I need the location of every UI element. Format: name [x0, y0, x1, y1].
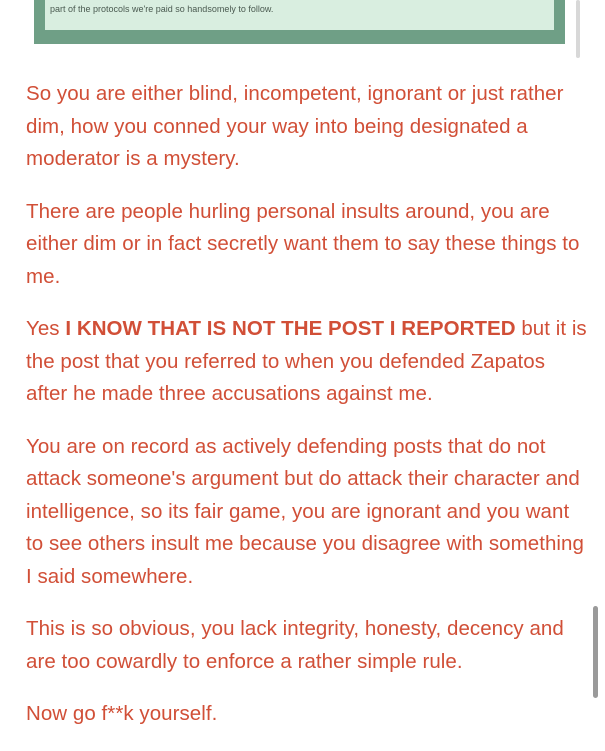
paragraph-3-prefix: Yes: [26, 317, 66, 340]
post-paragraph-5: This is so obvious, you lack integrity, honesty, decency and are too cowardly to enforce a rather simple rule.: [26, 617, 564, 673]
post-paragraph-4: You are on record as actively defending posts that do not attack someone's argument but do attack their character and intelligence, so its fair game, you are ignorant and you want to see others insult me because you disagree with something I said somewhere.: [26, 434, 584, 588]
paragraph-3-bold-text: I KNOW THAT IS NOT THE POST I REPORTED: [65, 317, 516, 340]
post-paragraph-2: There are people hurling personal insults around, you are either dim or in fact secretly want them to say these things to me.: [26, 199, 580, 288]
post-paragraph-3: [26, 313, 591, 411]
quoted-post-box: [34, 0, 565, 44]
paragraph-3-suffix: but it is the post that you referred to when you defended Zapatos after he made three accusations against me.: [26, 317, 587, 405]
quoted-post-content: [45, 0, 554, 30]
post-paragraph-1: So you are either blind, incompetent, ignorant or just rather dim, how you conned your way into being designated a moderator is a mystery.: [26, 82, 564, 170]
post-paragraph-6: Now go f**k yourself.: [26, 702, 218, 725]
page-scrollbar-thumb[interactable]: [593, 606, 598, 698]
quote-scrollbar[interactable]: [576, 0, 580, 58]
quoted-post-text: part of the protocols we're paid so handsomely to follow.: [50, 4, 274, 14]
post-body: [26, 78, 591, 751]
